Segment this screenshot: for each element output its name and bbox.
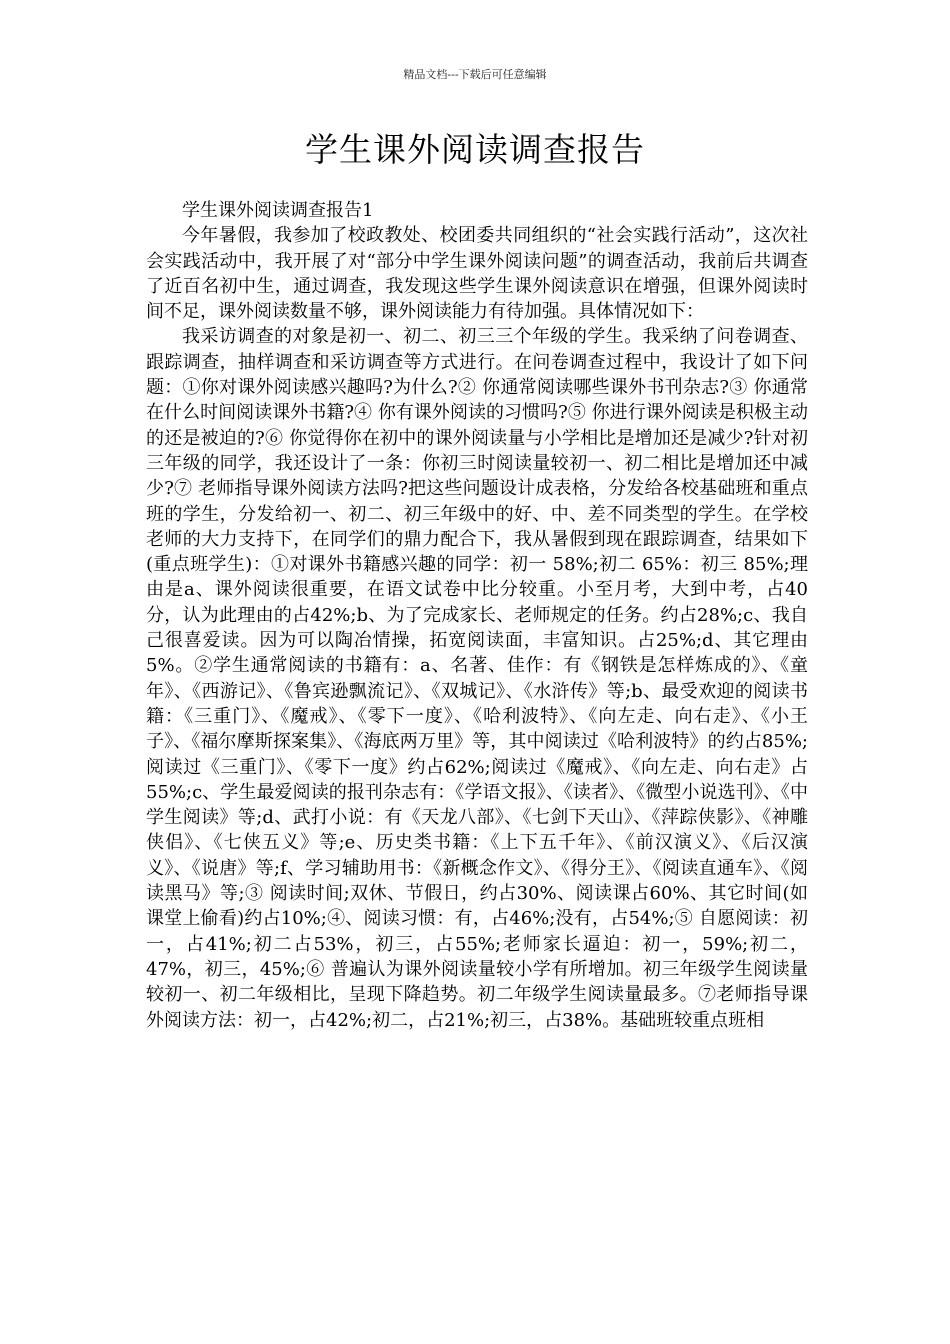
paragraph-subtitle: 学生课外阅读调查报告1 xyxy=(182,200,374,221)
paragraph-survey-results: 我采访调查的对象是初一、初二、初三三个年级的学生。我采纳了问卷调查、跟踪调查，抽样调查和采访调查等方式进行。在问卷调查过程中，我设计了如下问题：①你对课外阅读感兴趣吗?为什么?② 你通常阅读哪些课外书刊杂志?③ 你通常在什么时间阅读课外书籍?④ 你有课外阅读的习惯吗?⑤ 你进行课外阅读是积极主动的还是被迫的?⑥ 你觉得你在初中的课外阅读量与小学相比是增加还是减少?针对初三年级的同学，我还设计了一条：你初三时阅读量较初一、初二相比是增加还中减少?⑦ 老师指导课外阅读方法吗?把这些问题设计成表格，分发给各校基础班和重点班的学生，分发给初一、初二、初三年级中的好、中、差不同类型的学生。在学校老师的大力支持下，在同学们的鼎力配合下，我从暑假到现在跟踪调查，结果如下(重点班学生)：①对课外书籍感兴趣的同学：初一 58%;初二 65%：初三 85%;理由是a、课外阅读很重要，在语文试卷中比分较重。小至月考，大到中考，占40分，认为此理由的占42%;b、为了完成家长、老师规定的任务。约占28%;c、我自己很喜爱读。因为可以陶冶情操，拓宽阅读面，丰富知识。占25%;d、其它理由 5%。②学生通常阅读的书籍有：a、名著、佳作：有《钢铁是怎样炼成的》、《童年》、《西游记》、《鲁宾逊飘流记》、《双城记》、《水浒传》等;b、最受欢迎的阅读书籍：《三重门》、《魔戒》、《零下一度》、《哈利波特》、《向左走、向右走》、《小王子》、《福尔摩斯探案集》、《海底两万里》等，其中阅读过《哈利波特》的约占85%;阅读过《三重门》、《零下一度》约占62%;阅读过《魔戒》、《向左走、向右走》占55%;c、学生最爱阅读的报刊杂志有：《学语文报》、《读者》、《微型小说选刊》、《中学生阅读》等;d、武打小说：有《天龙八部》、《七剑下天山》、《萍踪侠影》、《神雕侠侣》、《七侠五义》等;e、历史类书籍：《上下五千年》、《前汉演义》、《后汉演义》、《说唐》等;f、学习辅助用书：《新概念作文》、《得分王》、《阅读直通车》、《阅读黑马》等;③ 阅读时间;双休、节假日，约占30%、阅读课占60%、其它时间(如课堂上偷看)约占10%;④、阅读习惯：有，占46%;没有，占54%;⑤ 自愿阅读：初一，占41%;初二占53%，初三，占55%;老师家长逼迫：初一，59%;初二，47%，初三，45%;⑥ 普遍认为课外阅读量较小学有所增加。初三年级学生阅读量较初一、初二年级相比，呈现下降趋势。初二年级学生阅读量最多。⑦老师指导课外阅读方法：初一，占42%;初二，占21%;初三，占38%。基础班较重点班相 xyxy=(146,326,808,1031)
page-header: 精品文档---下载后可任意编辑 xyxy=(403,68,547,81)
document-title: 学生课外阅读调查报告 xyxy=(305,130,645,169)
paragraph-intro: 今年暑假，我参加了校政教处、校团委共同组织的“社会实践行活动”，这次社会实践活动中，我开展了对“部分中学生课外阅读问题”的调查活动，我前后共调查了近百名初中生，通过调查，我发现这些学生课外阅读意识在增强，但课外阅读时间不足，课外阅读数量不够，课外阅读能力有待加强。具体情况如下： xyxy=(146,225,808,323)
document-body xyxy=(146,198,808,1033)
